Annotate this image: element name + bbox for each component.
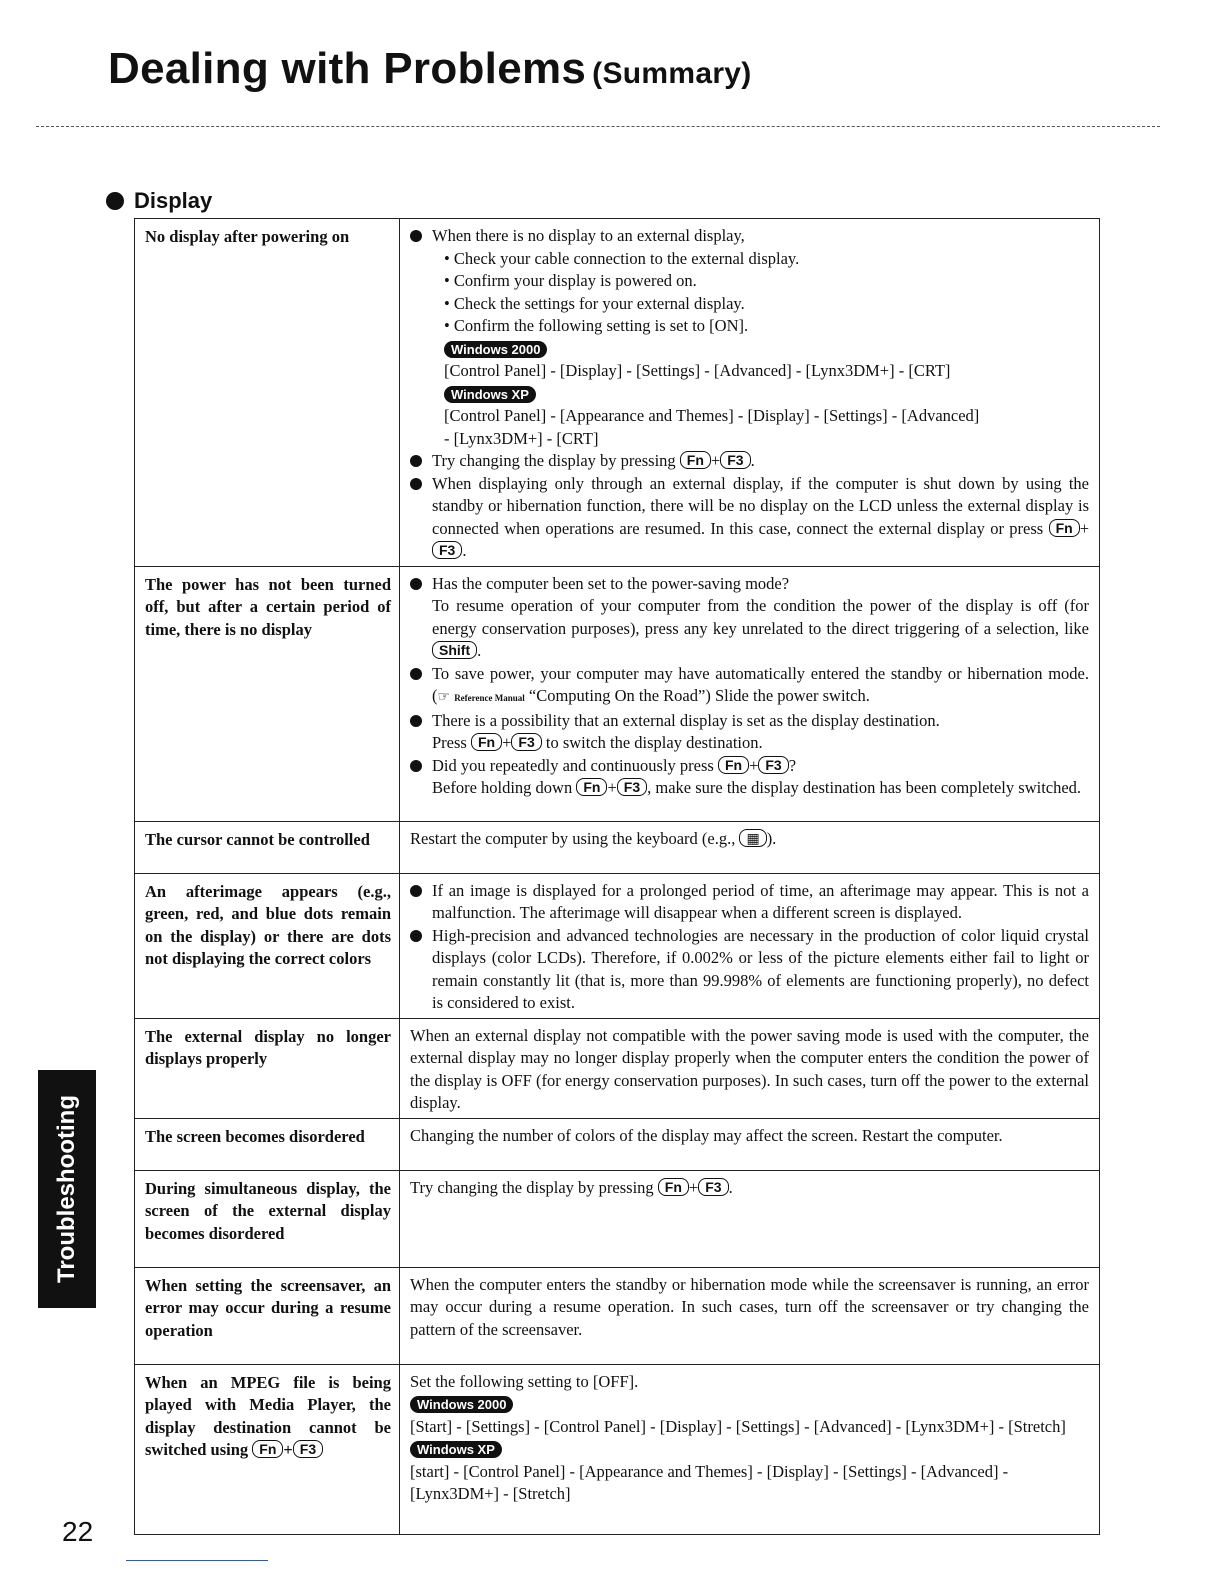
- page-title: [108, 44, 752, 94]
- settings-path: [start] - [Control Panel] - [Appearance and Themes] - [Display] - [Settings] - [Advanced] - [Lynx3DM+] - [Stretch]: [410, 1461, 1009, 1503]
- windows-xp-badge: Windows XP: [410, 1441, 502, 1458]
- problem-cell: [135, 1018, 400, 1118]
- problem-cell: [135, 1118, 400, 1170]
- solution-list: [410, 880, 1089, 1015]
- application-key-icon: ▦: [739, 829, 766, 847]
- table-row: [135, 219, 1100, 567]
- solution-list: [410, 573, 1089, 800]
- problem-cell: [135, 566, 400, 821]
- problem-text: When an MPEG file is being played with Media Player, the display destination cannot be switched using: [145, 1372, 391, 1459]
- solution-cell: [400, 1118, 1100, 1170]
- solution-text: Has the computer been set to the power-saving mode?: [432, 573, 790, 593]
- solution-text: When there is no display to an external display,: [432, 226, 745, 245]
- f3-key-icon: F3: [720, 451, 750, 469]
- solution-cell: Try changing the display by pressing Fn + F3 .: [400, 1170, 1100, 1267]
- table-row: [135, 821, 1100, 873]
- section-heading-text: Display: [134, 188, 213, 213]
- solution-item: Has the computer been set to the power-saving mode? To resume operation of your computer from the condition the power of the display is off (for energy conservation purposes), press any key unrelated to the direct triggering of a selection, likeShift .: [410, 573, 1089, 663]
- fn-key-icon: Fn: [680, 451, 711, 469]
- fn-key-icon: Fn: [471, 733, 502, 751]
- sub-item: • Check your cable connection to the external display.: [444, 248, 800, 268]
- page-title-text: Dealing with Problems: [108, 44, 587, 93]
- solution-item: Did you repeatedly and continuously press Fn + F3 ? Before holding down Fn + F3 , make sure the display destination has been completely switched.: [410, 755, 1089, 800]
- solution-item: If an image is displayed for a prolonged period of time, an afterimage may appear. This is not a malfunction. The afterimage will disappear when a different screen is displayed.: [410, 880, 1089, 925]
- table-row: [135, 1018, 1100, 1118]
- solution-cell: [400, 219, 1100, 567]
- fn-key-icon: Fn: [658, 1178, 689, 1196]
- windows-2000-badge: Windows 2000: [410, 1396, 513, 1413]
- f3-key-icon: F3: [758, 756, 788, 774]
- solution-item: There is a possibility that an external display is set as the display destination. Press Fn + F3 to switch the display destination.: [410, 710, 1089, 755]
- fn-key-icon: Fn: [718, 756, 749, 774]
- solution-item: Try changing the display by pressing Fn + F3 .: [410, 450, 1089, 473]
- solution-text: When an external display not compatible with the power saving mode is used with the computer, the external display may no longer display properly when the computer enters the condition the power of the display is OFF (for energy conservation purposes). In such cases, turn off the power to the external display.: [410, 1025, 1089, 1112]
- table-row: [135, 1267, 1100, 1364]
- solution-item: When displaying only through an external display, if the computer is shut down by using the standby or hibernation function, there will be no display on the LCD unless the external display is connected when operations are resumed. In this case, connect the external display or press Fn +F3 .: [410, 473, 1089, 563]
- solution-item: High-precision and advanced technologies are necessary in the production of color liquid crystal displays (color LCDs). Therefore, if 0.002% or less of the picture elements either fail to light or remain constantly lit (that is, more than 99.998% of elements are functioning properly), no defect is considered to exist.: [410, 925, 1089, 1015]
- settings-path: - [Lynx3DM+] - [CRT]: [444, 428, 599, 448]
- page-number: 22: [62, 1516, 94, 1547]
- solution-cell: [400, 1018, 1100, 1118]
- problem-text: When setting the screensaver, an error may occur during a resume operation: [145, 1275, 391, 1340]
- problem-text: The external display no longer displays properly: [145, 1026, 391, 1068]
- problem-cell: [135, 1267, 400, 1364]
- f3-key-icon: F3: [698, 1178, 728, 1196]
- table-row: [135, 1364, 1100, 1534]
- footer-divider: [126, 1560, 268, 1561]
- problem-cell: When an MPEG file is being played with Media Player, the display destination cannot be switched using Fn + F3: [135, 1364, 400, 1534]
- table-row: [135, 873, 1100, 1018]
- solution-text: When the computer enters the standby or hibernation mode while the screensaver is running, an error may occur during a resume operation. In such cases, turn off the screensaver or try changing the pattern of the screensaver.: [410, 1274, 1089, 1339]
- problem-cell: [135, 1170, 400, 1267]
- problem-text: The screen becomes disordered: [145, 1126, 365, 1146]
- problem-text: An afterimage appears (e.g., green, red, and blue dots remain on the display) or there are dots not displaying the correct colors: [145, 881, 391, 968]
- windows-2000-badge: Windows 2000: [444, 341, 547, 358]
- bullet-icon: [106, 192, 124, 210]
- f3-key-icon: F3: [432, 541, 462, 559]
- shift-key-icon: Shift: [432, 641, 477, 659]
- section-heading: [106, 188, 212, 214]
- problem-text: During simultaneous display, the screen of the external display becomes disordered: [145, 1178, 391, 1243]
- table-row: [135, 1118, 1100, 1170]
- solution-item: [410, 225, 1089, 450]
- problem-cell: [135, 219, 400, 567]
- problem-cell: [135, 873, 400, 1018]
- solution-cell: [400, 566, 1100, 821]
- solution-text: Set the following setting to [OFF].: [410, 1371, 639, 1391]
- sub-item: • Check the settings for your external display.: [444, 293, 745, 313]
- problem-text: The power has not been turned off, but after a certain period of time, there is no display: [145, 574, 391, 639]
- table-row: [135, 566, 1100, 821]
- fn-key-icon: Fn: [1049, 519, 1080, 537]
- f3-key-icon: F3: [617, 778, 647, 796]
- solution-item: To save power, your computer may have automatically entered the standby or hibernation mode. (☞ Reference Manual “Computing On the Road”) Slide the power switch.: [410, 663, 1089, 710]
- problem-text: The cursor cannot be controlled: [145, 829, 370, 849]
- f3-key-icon: F3: [293, 1440, 323, 1458]
- windows-xp-badge: Windows XP: [444, 386, 536, 403]
- fn-key-icon: Fn: [252, 1440, 283, 1458]
- settings-path: [Control Panel] - [Display] - [Settings] - [Advanced] - [Lynx3DM+] - [CRT]: [444, 361, 951, 380]
- solution-cell: [400, 873, 1100, 1018]
- sub-item: • Confirm your display is powered on.: [444, 271, 697, 290]
- reference-manual-label: Reference Manual: [454, 693, 525, 703]
- side-tab-label: Troubleshooting: [53, 1095, 80, 1283]
- solution-cell: Restart the computer by using the keyboard (e.g., ▦ ).: [400, 821, 1100, 873]
- problems-table: [134, 218, 1100, 1535]
- table-row: [135, 1170, 1100, 1267]
- solution-list: [410, 225, 1089, 563]
- solution-cell: [400, 1364, 1100, 1534]
- settings-path: [Control Panel] - [Appearance and Themes] - [Display] - [Settings] - [Advanced]: [444, 406, 980, 425]
- reference-icon: ☞: [437, 689, 451, 705]
- f3-key-icon: F3: [511, 733, 541, 751]
- section-side-tab: [38, 1070, 96, 1308]
- problem-text: No display after powering on: [145, 227, 350, 246]
- sub-item: • Confirm the following setting is set to [ON].: [444, 316, 749, 335]
- settings-path: [Start] - [Settings] - [Control Panel] - [Display] - [Settings] - [Advanced] - [Lynx3DM+] - [Stretch]: [410, 1416, 1066, 1436]
- problem-cell: [135, 821, 400, 873]
- title-divider: [36, 126, 1160, 127]
- fn-key-icon: Fn: [576, 778, 607, 796]
- page-title-suffix: (Summary): [592, 57, 752, 90]
- solution-text: Changing the number of colors of the display may affect the screen. Restart the computer.: [410, 1125, 1003, 1145]
- solution-cell: [400, 1267, 1100, 1364]
